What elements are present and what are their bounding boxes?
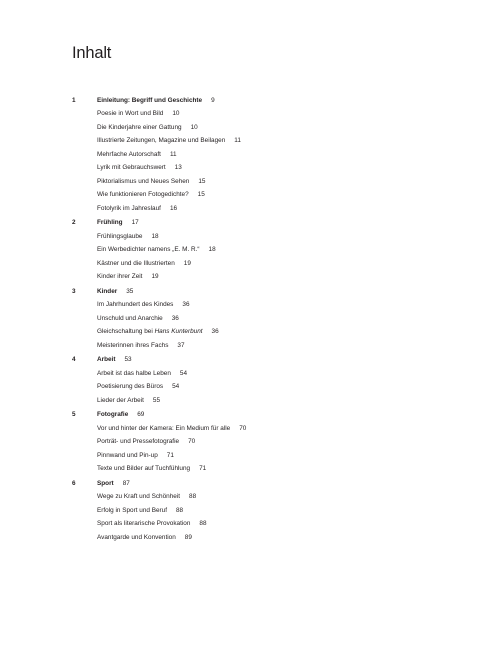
toc-entry[interactable] (72, 107, 462, 120)
page-number: 70 (188, 438, 196, 446)
entry-title: Poesie in Wort und Bild (97, 110, 164, 118)
toc-entry[interactable] (72, 422, 462, 435)
chapter-heading[interactable] (72, 94, 462, 107)
entry-title: Kästner und die Illustrierten (97, 259, 175, 267)
entry-title: Pinnwand und Pin-up (97, 451, 158, 459)
chapter-number: 5 (72, 411, 76, 419)
entry-title: Wege zu Kraft und Schönheit (97, 493, 181, 501)
page-number: 71 (166, 451, 174, 459)
entry-title: Kinder ihrer Zeit (97, 273, 143, 281)
page-number: 54 (179, 369, 188, 377)
entry-title: Arbeit ist das halbe Leben (97, 369, 171, 377)
chapter-4 (72, 353, 462, 407)
toc-entry[interactable] (72, 298, 462, 311)
toc-entry[interactable] (72, 188, 462, 201)
page-number: 87 (122, 479, 130, 487)
chapter-heading[interactable] (72, 285, 462, 298)
entry-title-italic: Hans Kunterbunt (154, 328, 203, 336)
chapter-1 (72, 94, 462, 215)
page-number: 69 (137, 411, 145, 419)
entry-title: Mehrfache Autorschaft (97, 150, 161, 158)
toc-entry[interactable] (72, 517, 462, 530)
toc-entry[interactable] (72, 243, 462, 256)
page-number: 18 (151, 232, 159, 240)
chapter-title: Fotografie (97, 411, 129, 419)
entry-title: Poetisierung des Büros (97, 383, 164, 391)
chapter-number: 1 (72, 97, 76, 104)
page-number: 88 (189, 493, 197, 501)
page-number: 71 (199, 465, 207, 473)
page-number: 17 (131, 219, 139, 227)
toc-entry[interactable] (72, 531, 462, 544)
toc-entry[interactable] (72, 380, 462, 393)
chapter-number: 3 (72, 287, 76, 295)
entry-title-prefix: Gleichschaltung bei (97, 328, 155, 336)
page-number: 10 (190, 123, 198, 131)
entry-title: Im Jahrhundert des Kindes (97, 301, 174, 309)
page-number: 88 (199, 520, 207, 528)
toc-entry[interactable] (72, 270, 462, 283)
chapter-title: Kinder (97, 287, 118, 295)
entry-title: Unschuld und Anarchie (97, 314, 163, 322)
page-number: 11 (169, 150, 177, 158)
chapter-title: Frühling (97, 219, 123, 227)
toc-entry[interactable] (72, 435, 462, 448)
chapter-heading[interactable] (72, 353, 462, 366)
page-number: 18 (208, 246, 216, 254)
page-number: 10 (172, 110, 180, 118)
toc-entry[interactable] (72, 175, 462, 188)
page-number: 53 (124, 356, 132, 364)
page-number: 70 (239, 424, 247, 432)
entry-title: Piktorialismus und Neues Sehen (97, 177, 190, 185)
chapter-title: Sport (97, 479, 114, 487)
page-number: 15 (198, 177, 206, 185)
entry-title: Texte und Bilder auf Tuchfühlung (97, 465, 191, 473)
page-title: Inhalt (72, 44, 112, 62)
entry-title: Ein Werbedichter namens „E. M. R.“ (97, 246, 200, 254)
entry-title: Frühlingsglaube (97, 232, 143, 240)
chapter-heading[interactable] (72, 408, 462, 421)
entry-title: Porträt- und Pressefotografie (97, 438, 180, 446)
toc-entry[interactable] (72, 148, 462, 161)
page-number: 15 (197, 191, 205, 199)
toc-entry[interactable] (72, 367, 462, 380)
table-of-contents (72, 94, 462, 544)
toc-entry[interactable] (72, 504, 462, 517)
page-number: 88 (175, 506, 184, 514)
page-number: 54 (172, 383, 180, 391)
entry-title: Meisterinnen ihres Fachs (97, 341, 169, 349)
chapter-number: 4 (72, 356, 76, 364)
entry-title: Sport als literarische Provokation (97, 520, 191, 528)
chapter-number: 6 (72, 479, 76, 487)
entry-title: Wie funktionieren Fotogedichte? (97, 191, 189, 199)
toc-entry[interactable] (72, 202, 462, 215)
page-number: 13 (174, 164, 182, 172)
page-number: 35 (126, 287, 134, 295)
page-number: 9 (211, 97, 215, 104)
chapter-title: Arbeit (97, 356, 116, 364)
chapter-heading[interactable] (72, 216, 462, 229)
page-number: 11 (234, 137, 241, 145)
chapter-title: Einleitung: Begriff und Geschichte (97, 97, 203, 104)
toc-entry[interactable] (72, 325, 462, 338)
entry-title: Lyrik mit Gebrauchswert (97, 164, 166, 172)
toc-entry[interactable] (72, 449, 462, 462)
entry-title: Lieder der Arbeit (97, 396, 144, 404)
page-number: 89 (184, 533, 192, 541)
toc-entry[interactable] (72, 121, 462, 134)
entry-title: Erfolg in Sport und Beruf (97, 506, 167, 514)
page-number: 37 (177, 341, 185, 349)
page-number: 19 (183, 259, 191, 267)
entry-title (97, 325, 203, 338)
entry-title: Avantgarde und Konvention (97, 533, 176, 541)
chapter-2 (72, 216, 462, 283)
entry-title: Illustrierte Zeitungen, Magazine und Beilagen (97, 137, 226, 145)
page-number: 19 (151, 273, 159, 281)
toc-entry[interactable] (72, 312, 462, 325)
toc-entry[interactable] (72, 394, 462, 407)
entry-title: Die Kinderjahre einer Gattung (97, 123, 182, 131)
chapter-3 (72, 285, 462, 352)
chapter-6 (72, 477, 462, 544)
chapter-heading[interactable] (72, 477, 462, 490)
page-number: 36 (211, 328, 219, 336)
page-number: 36 (171, 314, 179, 322)
page-number: 55 (152, 396, 161, 404)
toc-entry[interactable] (72, 462, 462, 475)
toc-entry[interactable] (72, 490, 462, 503)
entry-title: Vor und hinter der Kamera: Ein Medium für alle (97, 424, 231, 432)
toc-entry[interactable] (72, 257, 462, 270)
toc-entry[interactable] (72, 230, 462, 243)
chapter-number: 2 (72, 219, 76, 227)
entry-title: Fotolyrik im Jahreslauf (97, 204, 161, 212)
page-number: 36 (182, 301, 190, 309)
page-number: 16 (169, 204, 178, 212)
chapter-5 (72, 408, 462, 475)
toc-entry[interactable] (72, 339, 462, 352)
toc-entry[interactable] (72, 161, 462, 174)
toc-entry[interactable] (72, 134, 462, 147)
